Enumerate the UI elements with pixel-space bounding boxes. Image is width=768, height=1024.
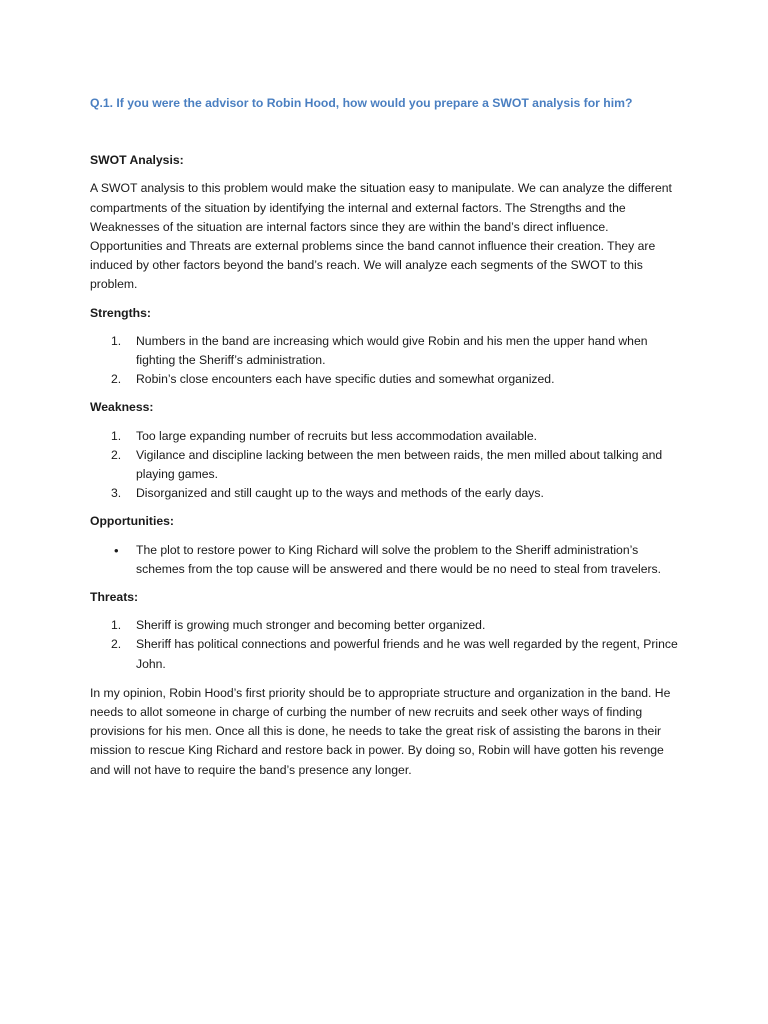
list-number: 3. [111, 486, 122, 501]
list-item-text: Sheriff has political connections and powerful friends and he was well regarded by the regent, Prince John. [136, 637, 678, 671]
list-number: 2. [111, 637, 122, 652]
list-item-text: Disorganized and still caught up to the ways and methods of the early days. [136, 486, 544, 501]
list-item-text: Robin’s close encounters each have specific duties and somewhat organized. [136, 372, 555, 387]
list-number: 1. [111, 618, 122, 633]
list-number: 1. [111, 428, 122, 443]
list-item-text: The plot to restore power to King Richard will solve the problem to the Sheriff administration’s schemes from the top cause will be answered and there would be no need to steal from travelers. [136, 542, 662, 576]
list-item-text: Too large expanding number of recruits but less accommodation available. [136, 428, 538, 443]
opportunities-heading: Opportunities: [90, 514, 174, 529]
weakness-heading: Weakness: [90, 400, 154, 415]
bullet-icon: • [114, 542, 119, 558]
strengths-list [90, 332, 680, 390]
list-number: 2. [111, 447, 122, 462]
swot-analysis-heading: SWOT Analysis: [90, 153, 184, 168]
opportunities-list [90, 541, 680, 579]
list-item-text: Numbers in the band are increasing which would give Robin and his men the upper hand when fighting the Sheriff’s administration. [136, 333, 648, 368]
weakness-list [90, 427, 680, 504]
threats-heading: Threats: [90, 590, 139, 605]
list-number: 2. [111, 372, 122, 387]
document-content [90, 94, 680, 789]
question-heading: Q.1. If you were the advisor to Robin Hood, how would you prepare a SWOT analysis for him? [90, 96, 633, 110]
intro-paragraph: A SWOT analysis to this problem would make the situation easy to manipulate. We can analyze the different compartments of the situation by identifying the internal and external factors. The Strengths and the Weaknesses of the situation are internal factors since they are within the band’s direct influence. Opportunities and Threats are external problems since the band cannot influence their creation. They are induced by other factors beyond the band’s reach. We will analyze each segments of the SWOT to this problem. [90, 181, 672, 292]
list-item [90, 332, 680, 370]
conclusion-paragraph: In my opinion, Robin Hood’s first priority should be to appropriate structure and organization in the band. He needs to allot someone in charge of curbing the number of new recruits and seek other ways of finding provisions for his men. Once all this is done, he needs to take the great risk of assisting the barons in their mission to rescue King Richard and restore back in power. By doing so, Robin will have gotten his revenge and will not have to require the band’s presence any longer. [90, 685, 671, 777]
strengths-heading: Strengths: [90, 305, 151, 320]
list-item [90, 635, 680, 673]
list-item [90, 427, 680, 446]
list-item [90, 541, 680, 579]
list-item [90, 484, 680, 503]
list-item [90, 370, 680, 389]
list-number: 1. [111, 333, 122, 348]
list-item [90, 616, 680, 635]
list-item-text: Sheriff is growing much stronger and becoming better organized. [136, 618, 486, 633]
list-item-text: Vigilance and discipline lacking between the men between raids, the men milled about talking and playing games. [136, 447, 663, 482]
list-item [90, 446, 680, 484]
threats-list [90, 616, 680, 674]
